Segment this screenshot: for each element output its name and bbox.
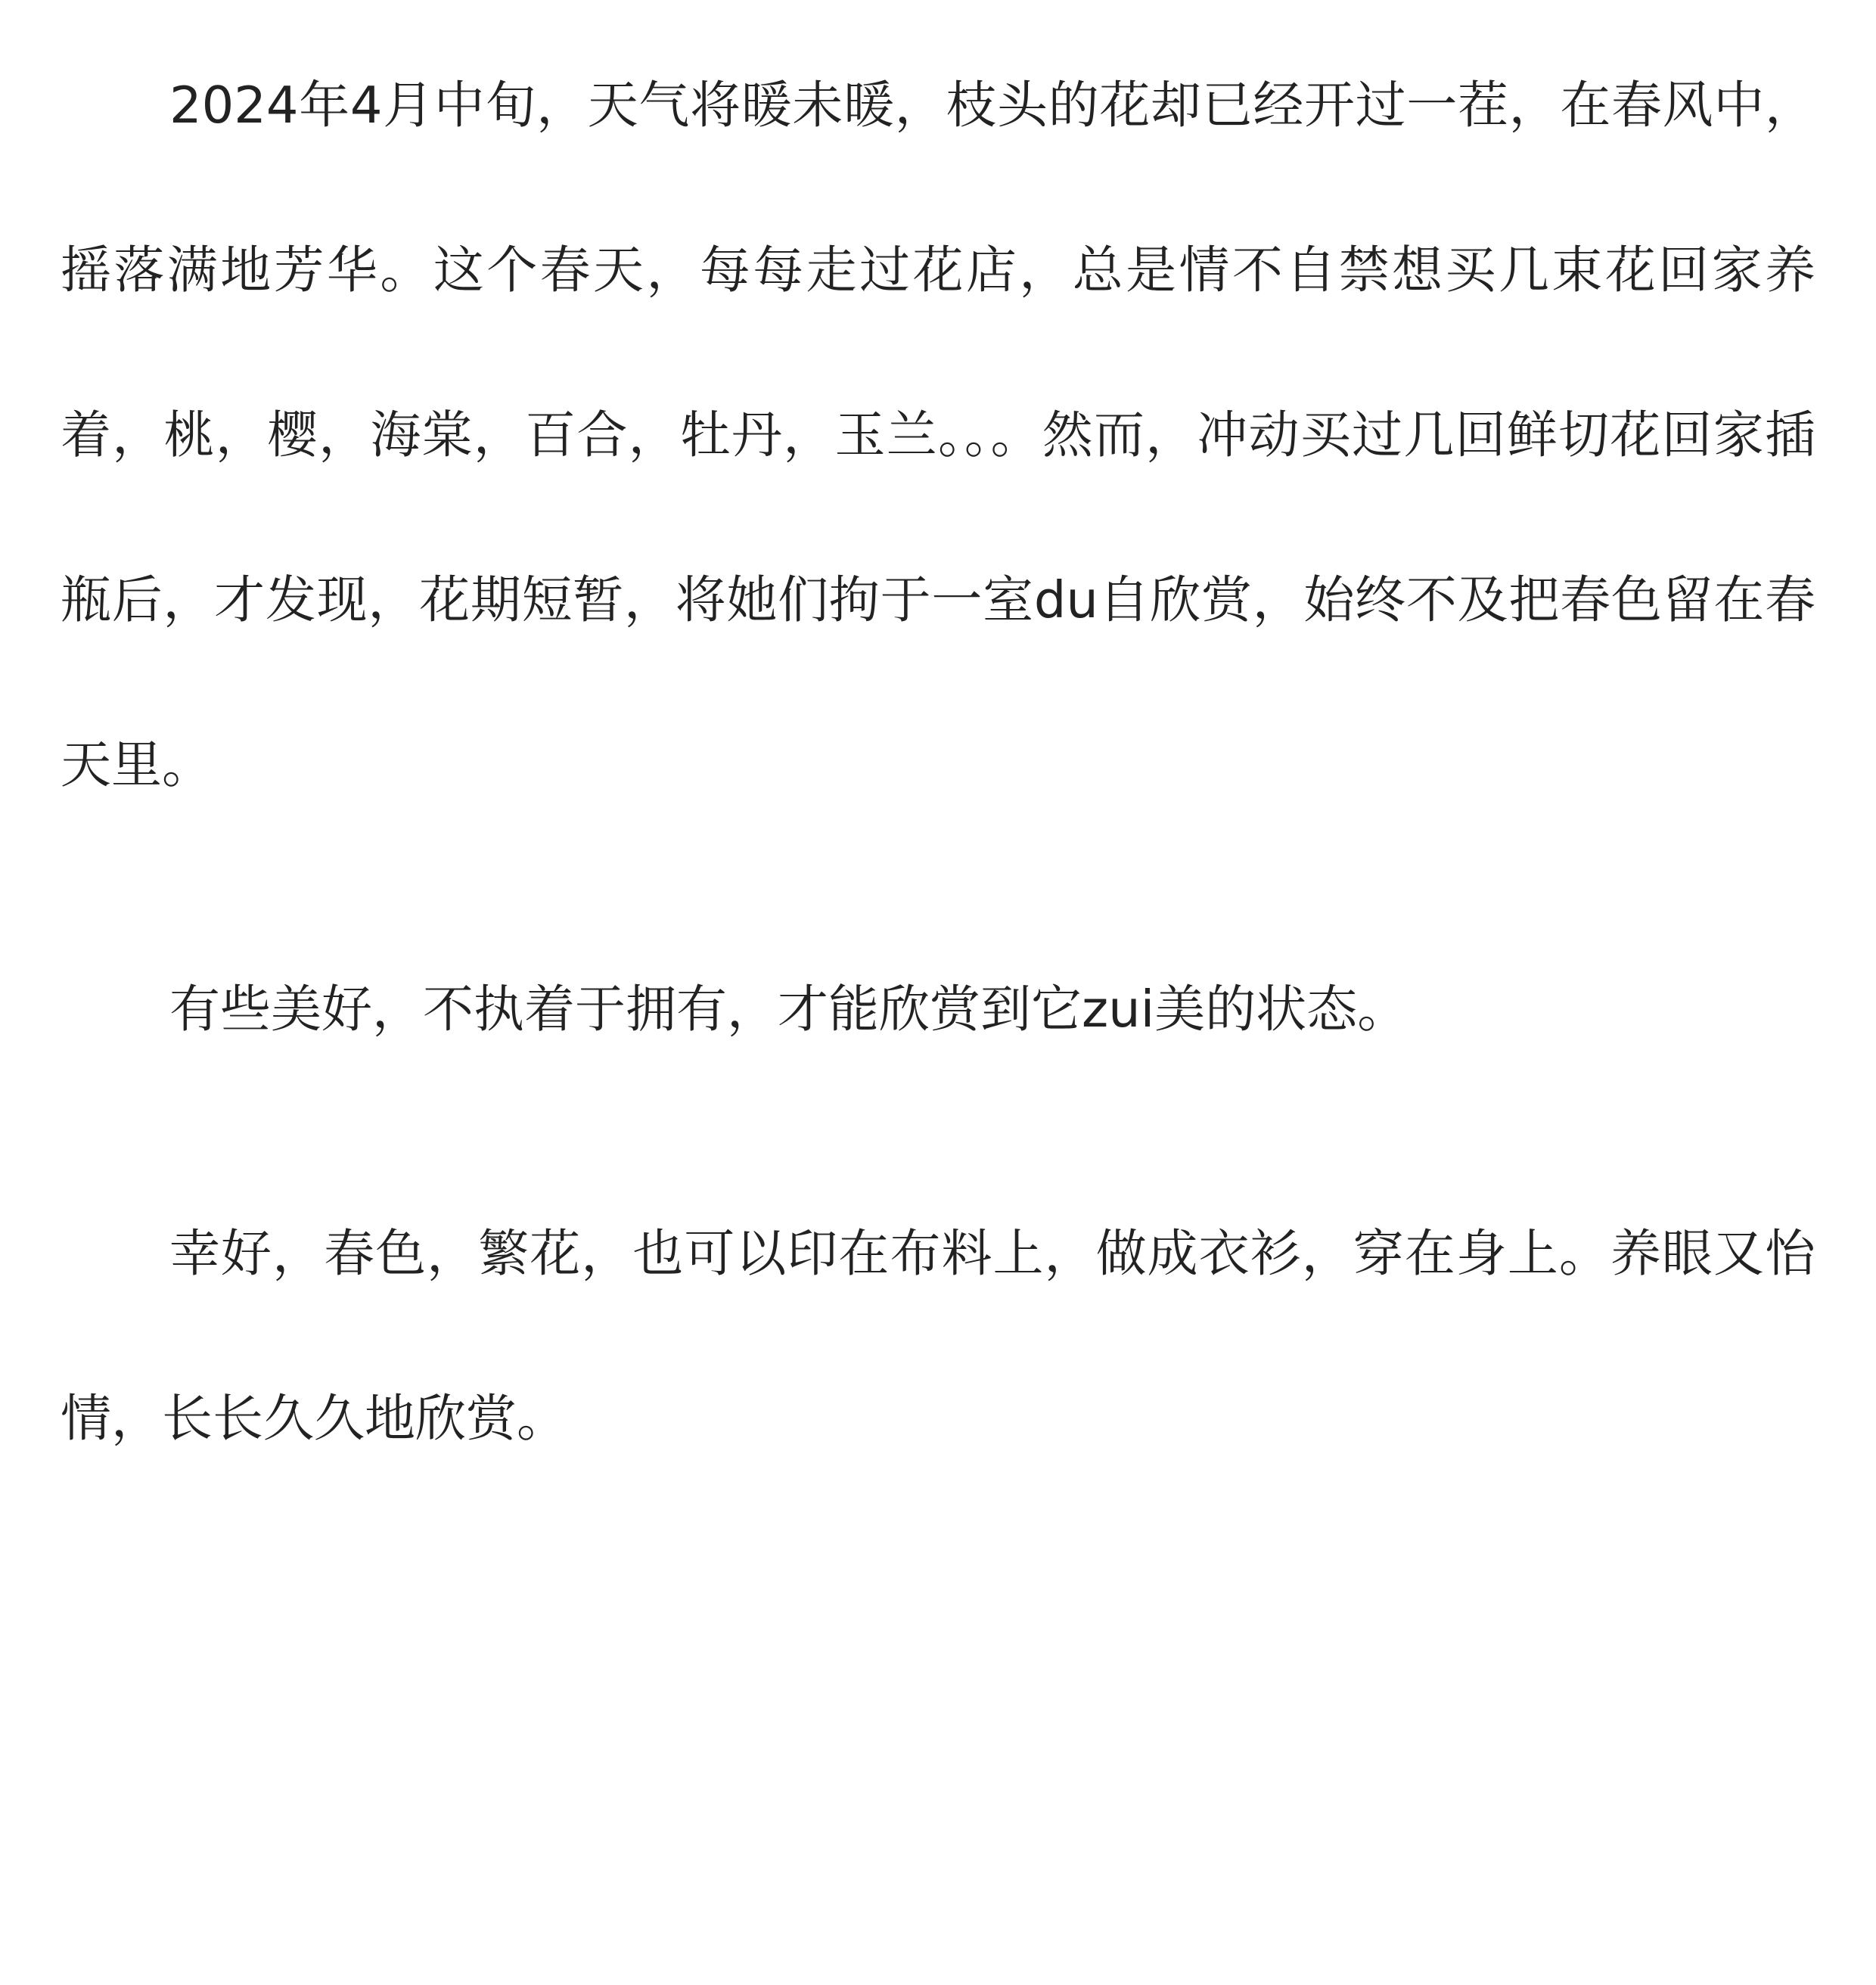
article-body	[61, 23, 1815, 1501]
paragraph-beauty: 有些美好，不执着于拥有，才能欣赏到它zui美的状态。	[169, 980, 1409, 1039]
paragraph-printed-fabric: 幸好，春色，繁花，也可以印在布料上，做成衣衫，穿在身上。养眼又怡情，长长久久地欣赏。	[61, 1224, 1815, 1448]
paragraph-spring-flowers: 2024年4月中旬，天气将暖未暖，枝头的花却已经开过一茬，在春风中，摇落满地芳华。这个春天，每每走过花店，总是情不自禁想买几束花回家养着，桃，樱，海棠，百合，牡丹，玉兰。。。然而，冲动买过几回鲜切花回家插瓶后，才发现，花期短暂，将她们拘于一室du自欣赏，始终不及把春色留在春天里。	[61, 76, 1815, 794]
